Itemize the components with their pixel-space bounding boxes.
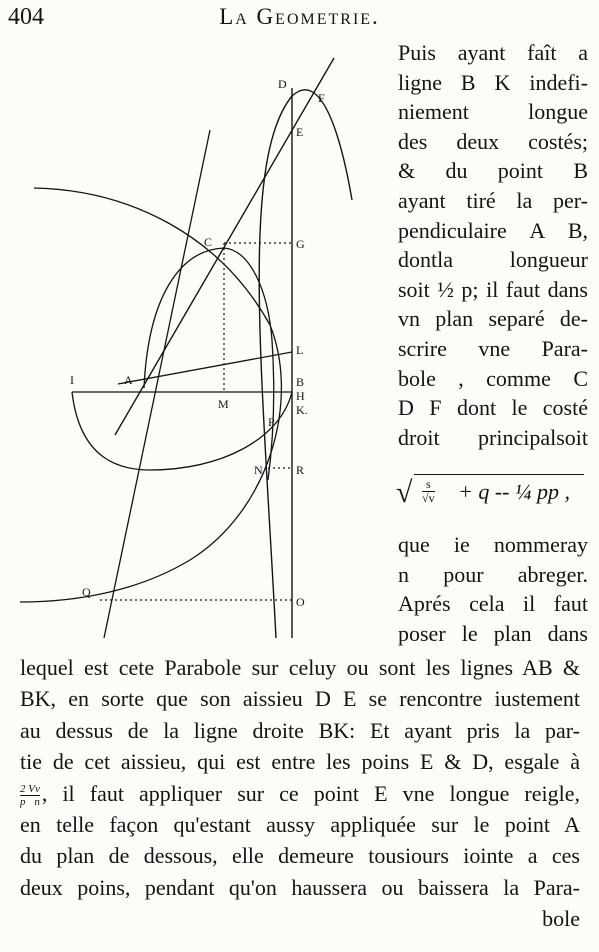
- label-l: L: [296, 343, 304, 357]
- label-q: Q: [82, 585, 91, 599]
- fraction-numerator: s: [425, 477, 431, 491]
- side-text-column: [398, 38, 588, 452]
- body-line: tie de cet aissieu, qui est entre les poins E & D, esgale à: [20, 749, 580, 775]
- page-number: 404: [8, 4, 44, 30]
- formula-fraction: [422, 478, 435, 505]
- label-d: D: [278, 77, 287, 91]
- geometric-figure: [0, 40, 396, 650]
- body-line: du plan de dessous, elle demeure tousiours iointe a ces: [20, 843, 580, 869]
- label-c: C: [204, 235, 213, 249]
- side-line: que ie nommeray: [398, 532, 588, 557]
- label-i: I: [70, 373, 74, 387]
- side-line: D F dont le costé: [398, 395, 588, 421]
- side-line: vn plan separé de-: [398, 306, 588, 332]
- formula-tail: + q -- ¼ pp ,: [458, 479, 570, 504]
- label-e: E: [296, 125, 304, 139]
- side-line: ligne B K indefi-: [398, 69, 588, 95]
- label-n: N: [254, 463, 263, 477]
- side-line: ayant tiré la per-: [398, 187, 588, 213]
- side-line: droit principalsoit: [398, 424, 588, 450]
- semicircle-lower: [72, 392, 292, 470]
- side-line: bole , comme C: [398, 365, 588, 391]
- side-line: soit ½ p; il faut dans: [398, 276, 588, 302]
- inline-fraction-numerator: 2 Vv: [20, 783, 40, 796]
- label-b: B: [296, 375, 305, 389]
- radical-vinculum: [414, 474, 584, 475]
- body-line-text: , il faut appliquer sur ce point E vne longue reigle,: [41, 780, 580, 806]
- side-line: pendiculaire A B,: [398, 217, 588, 243]
- label-r: R: [296, 463, 305, 477]
- side-line: Puis ayant faît a: [398, 40, 588, 65]
- side-line: scrire vne Para-: [398, 335, 588, 361]
- body-text: [20, 652, 580, 935]
- body-line-with-fraction: [20, 778, 580, 809]
- side-text-column-lower: [398, 530, 588, 648]
- label-o: O: [296, 595, 305, 609]
- body-line: BK, en sorte que son aissieu D E se rencontre iustement: [20, 686, 580, 712]
- body-line: en telle façon qu'estant aussy appliquée sur le point A: [20, 812, 580, 838]
- side-line: & du point B: [398, 158, 588, 184]
- body-line: au dessus de la ligne droite BK: Et ayant pris la par-: [20, 717, 580, 743]
- side-line: Aprés cela il faut: [398, 591, 588, 617]
- fraction-denominator: √v: [422, 491, 435, 505]
- circle-arc-inner: [144, 248, 274, 480]
- side-line: niement longue: [398, 99, 588, 125]
- label-f: F: [318, 91, 325, 105]
- side-line: poser le plan dans: [398, 620, 588, 646]
- label-p: P: [268, 415, 275, 429]
- side-line: dontla longueur: [398, 247, 588, 273]
- label-m: M: [218, 397, 229, 411]
- radical-formula: [396, 470, 590, 520]
- radical-sign: √: [396, 476, 413, 509]
- inline-fraction: [20, 783, 40, 808]
- label-k: K.: [296, 403, 308, 417]
- running-head: La Geometrie.: [219, 4, 380, 29]
- label-g: G: [296, 237, 305, 251]
- label-h: H: [296, 389, 305, 403]
- label-a: A: [124, 373, 133, 387]
- body-line: deux poins, pendant qu'on haussera ou baissera la Para-: [20, 874, 580, 900]
- body-line: lequel est cete Parabole sur celuy ou sont les lignes AB &: [20, 655, 580, 680]
- inline-fraction-denominator: p n: [20, 796, 40, 809]
- side-line: des deux costés;: [398, 128, 588, 154]
- side-line: n pour abreger.: [398, 561, 588, 587]
- circle-arc-large: [20, 188, 281, 602]
- body-line: bole: [542, 906, 580, 932]
